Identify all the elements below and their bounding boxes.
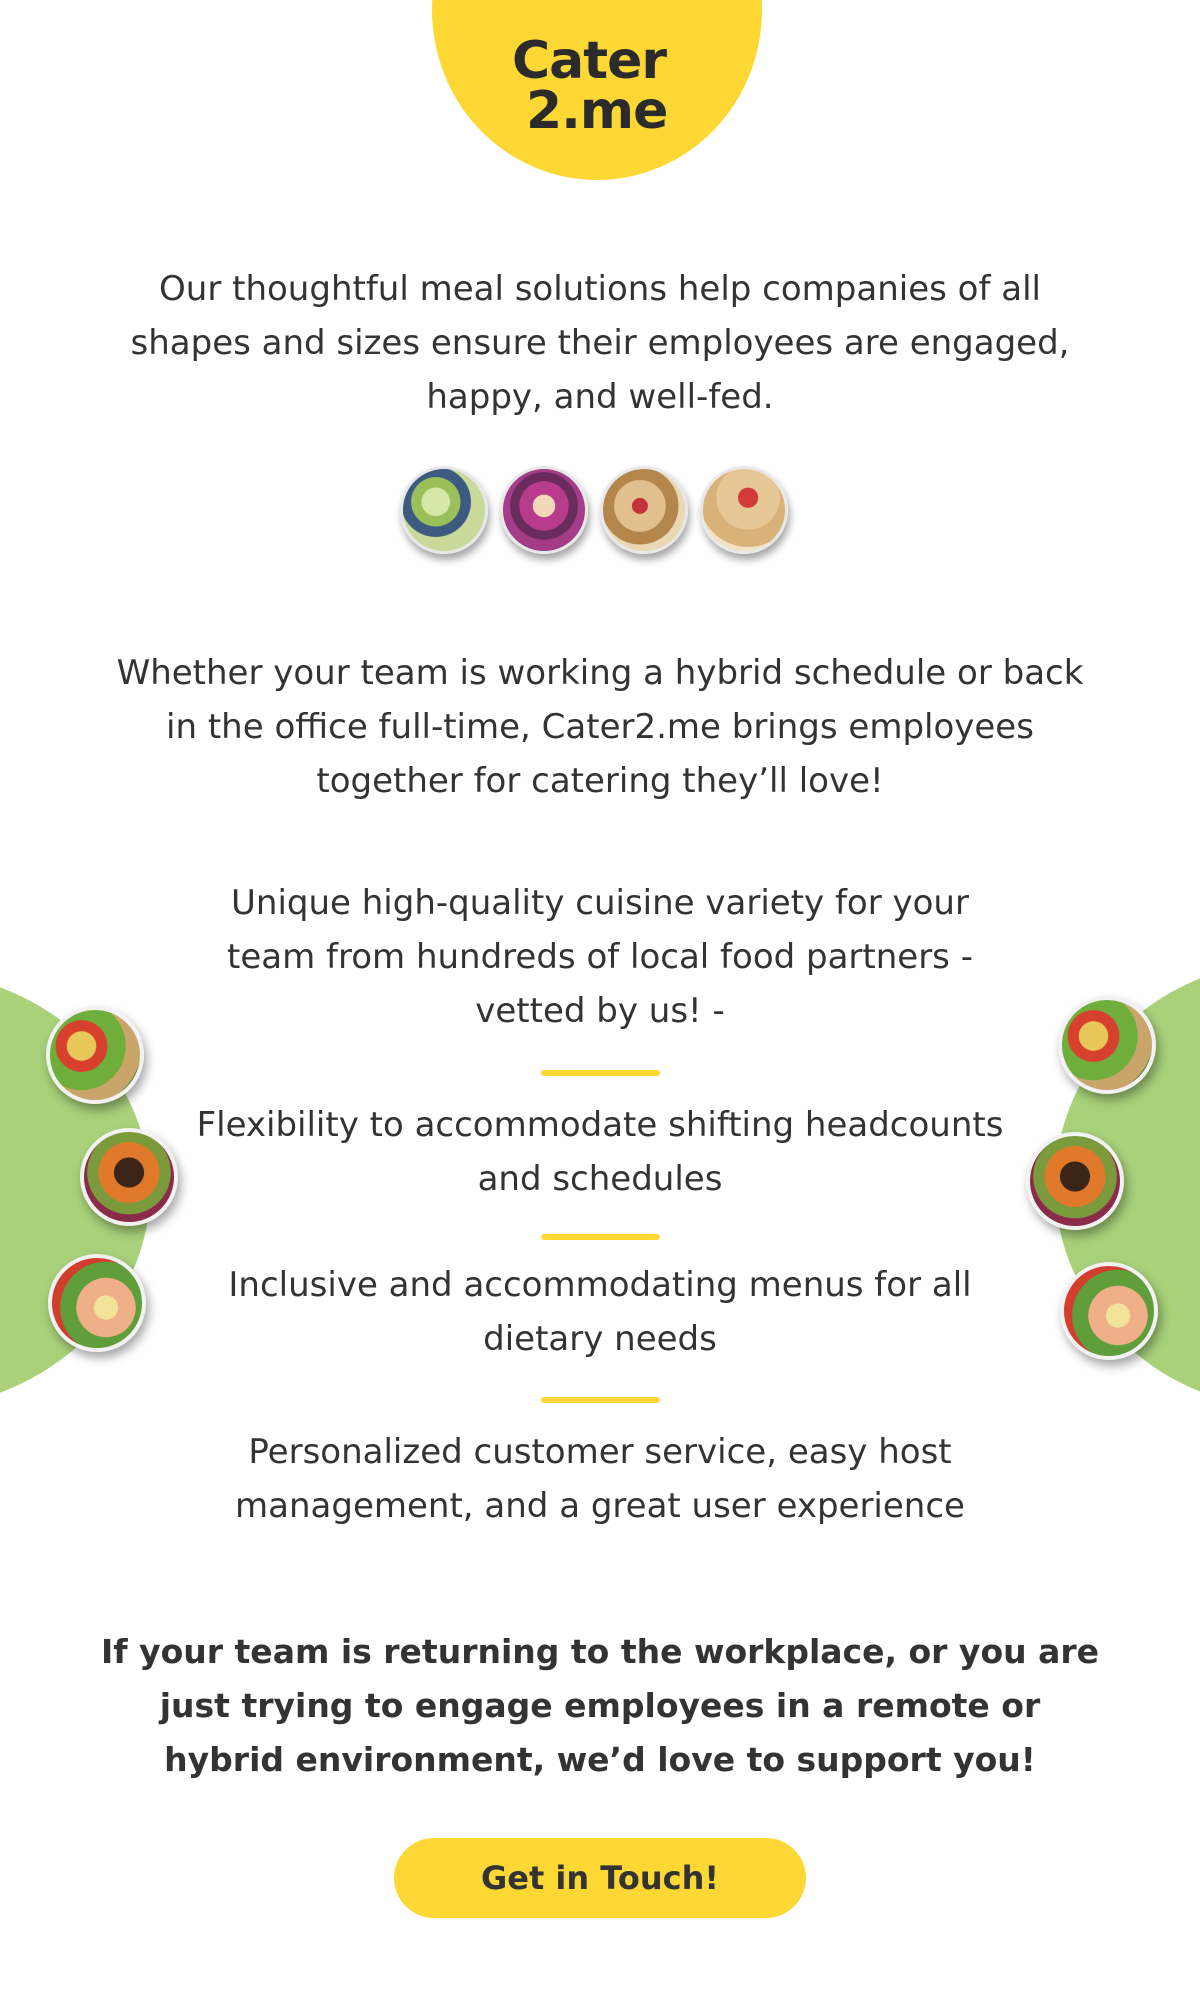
salmon-salad-image: [1060, 1262, 1158, 1360]
smoothie-bowls-image: [400, 466, 800, 566]
get-in-touch-button[interactable]: Get in Touch!: [394, 1838, 806, 1918]
salmon-salad-image: [48, 1254, 146, 1352]
poke-bowl-image: [1026, 1132, 1124, 1230]
benefit-cuisine-variety: Unique high-quality cuisine variety for your team from hundreds of local food partners - vetted by us! -: [227, 883, 973, 1031]
cta-text: If your team is returning to the workplace, or you are just trying to engage employees in a remote or hybrid environment, we’d love to support you!: [100, 1632, 1100, 1779]
hybrid-text: Whether your team is working a hybrid schedule or back in the office full-time, Cater2.me brings employees together for catering they’ll love!: [116, 653, 1084, 801]
granola-bowl-image: [600, 466, 688, 554]
logo-line-1: Cater: [512, 31, 667, 91]
divider: [541, 1397, 660, 1403]
salad-bowl-image: [1058, 996, 1156, 1094]
benefit-customer-service: Personalized customer service, easy host management, and a great user experience: [235, 1432, 965, 1526]
benefit-inclusive-menus: Inclusive and accommodating menus for all dietary needs: [228, 1265, 972, 1359]
green-smoothie-bowl-image: [400, 466, 488, 554]
brand-logo[interactable]: [512, 31, 682, 141]
salad-bowl-image: [46, 1006, 144, 1104]
poke-bowl-image: [80, 1128, 178, 1226]
intro-text: Our thoughtful meal solutions help companies of all shapes and sizes ensure their employees are engaged, happy, and well-fed.: [130, 269, 1070, 417]
divider: [541, 1070, 660, 1076]
logo-line-2: 2.me: [526, 81, 668, 141]
benefit-flexibility: Flexibility to accommodate shifting headcounts and schedules: [196, 1105, 1004, 1199]
berry-smoothie-bowl-image: [500, 466, 588, 554]
divider: [541, 1234, 660, 1240]
oatmeal-bowl-image: [700, 466, 788, 554]
